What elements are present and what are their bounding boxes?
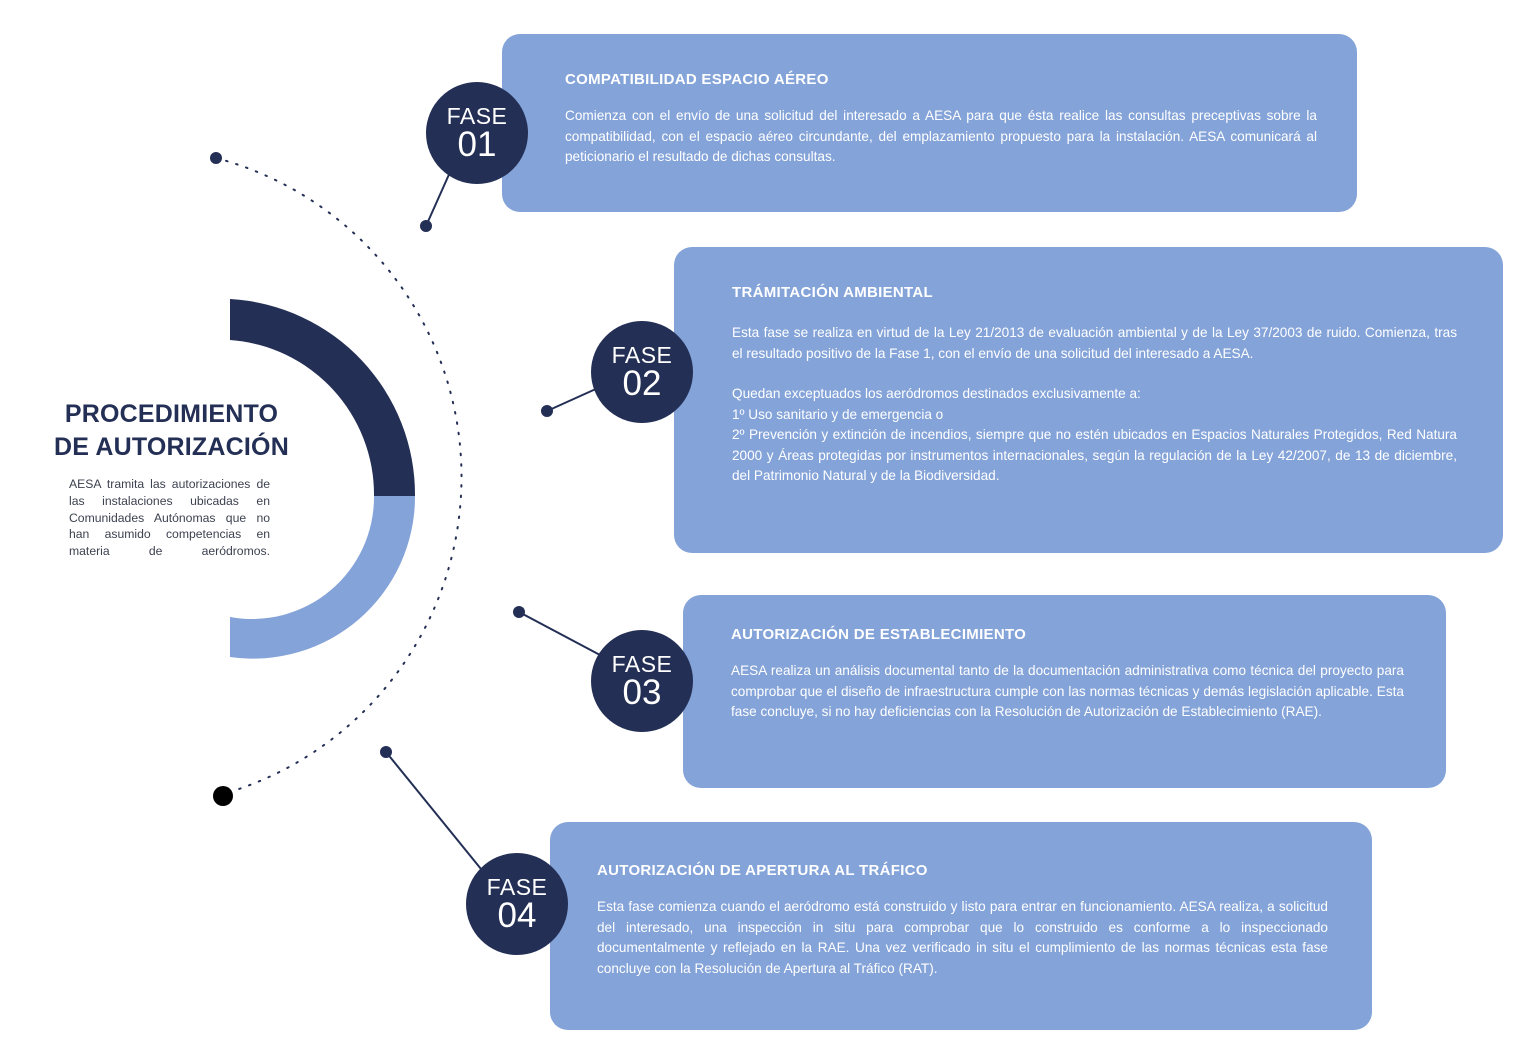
phase-title: AUTORIZACIÓN DE APERTURA AL TRÁFICO [597, 862, 928, 879]
fase-number: 04 [497, 896, 537, 935]
fase-label: FASE [446, 103, 508, 129]
connector-line-fase-04 [386, 752, 481, 869]
title-line-2: DE AUTORIZACIÓN [54, 433, 289, 461]
phase-text: AESA realiza un análisis documental tanto de la documentación administrativa como técnica del proyecto para comprobar que el diseño de infraestructura cumple con las normas técnicas y demás legislación aplicable. Esta fase concluye, si no hay deficiencias con la Resolución de Autorización de Establecimiento (RAE). [731, 663, 1404, 719]
phase-text: Esta fase comienza cuando el aeródromo está construido y listo para entrar en funcionamiento. AESA realiza, a solicitud del interesado, una inspección in situ para comprobar que lo construido es conforme a lo inspeccionado documentalmente y reflejado en la RAE. Una vez verificado in situ el cumplimiento de las normas técnicas esta fase concluye con la Resolución de Apertura al Tráfico (RAT). [597, 899, 1328, 976]
exception-item-1: 1º Uso sanitario y de emergencia o [732, 406, 944, 422]
connector-line-fase-01 [426, 170, 451, 226]
connector-line-fase-03 [519, 612, 600, 655]
fase-number: 02 [622, 364, 662, 403]
phase-card-01 [502, 34, 1357, 212]
connector-dot-fase-01 [420, 220, 432, 232]
connector-dot-fase-02 [541, 405, 553, 417]
arc-start-dot [210, 152, 222, 164]
fase-label: FASE [486, 874, 548, 900]
fase-label: FASE [611, 342, 673, 368]
fase-number: 03 [622, 673, 662, 712]
connector-dot-fase-03 [513, 606, 525, 618]
fase-label: FASE [611, 651, 673, 677]
title-line-1: PROCEDIMIENTO [64, 400, 279, 428]
procedure-title [44, 398, 299, 464]
exception-item-2: 2º Prevención y extinción de incendios, siempre que no estén ubicados en Espacios Naturales Protegidos, Red Natura 2000 y Áreas protegidas por instrumentos internacionales, según la regulación de la Ley 42/2007, de 13 de diciembre, del Patrimonio Natural y de la Biodiversidad. [732, 427, 1457, 483]
arc-end-dot [213, 786, 233, 806]
phase-card-02 [674, 247, 1503, 553]
phase-text: Comienza con el envío de una solicitud del interesado a AESA para que ésta realice las consultas preceptivas sobre la compatibilidad, con el espacio aéreo circundante, del emplazamiento propuesto para la instalación. AESA comunicará al peticionario el resultado de dichas consultas. [565, 108, 1317, 164]
connector-line-fase-02 [547, 388, 598, 411]
procedure-description: AESA tramita las autorizaciones de las instalaciones ubicadas en Comunidades Autónomas que no han asumido competencias en materia de aeródromos. [69, 477, 270, 559]
phase-badge-01 [426, 82, 528, 184]
phase-badge-03 [591, 630, 693, 732]
phase-card-04 [550, 822, 1372, 1030]
phase-card-03 [683, 595, 1446, 788]
exceptions-intro: Quedan exceptuados los aeródromos destinados exclusivamente a: [732, 386, 1141, 401]
fase-number: 01 [457, 125, 497, 164]
phase-badge-04 [466, 853, 568, 955]
phase-badge-02 [591, 321, 693, 423]
phase-title: AUTORIZACIÓN DE ESTABLECIMIENTO [731, 626, 1027, 643]
phase-title: COMPATIBILIDAD ESPACIO AÉREO [565, 71, 829, 88]
connector-dot-fase-04 [380, 746, 392, 758]
phase-title: TRÁMITACIÓN AMBIENTAL [732, 284, 933, 301]
phase-text: Esta fase se realiza en virtud de la Ley 21/2013 de evaluación ambiental y de la Ley 37/2003 de ruido. Comienza, tras el resultado positivo de la Fase 1, con el envío de una solicitud del interesado a AESA. [732, 325, 1457, 361]
